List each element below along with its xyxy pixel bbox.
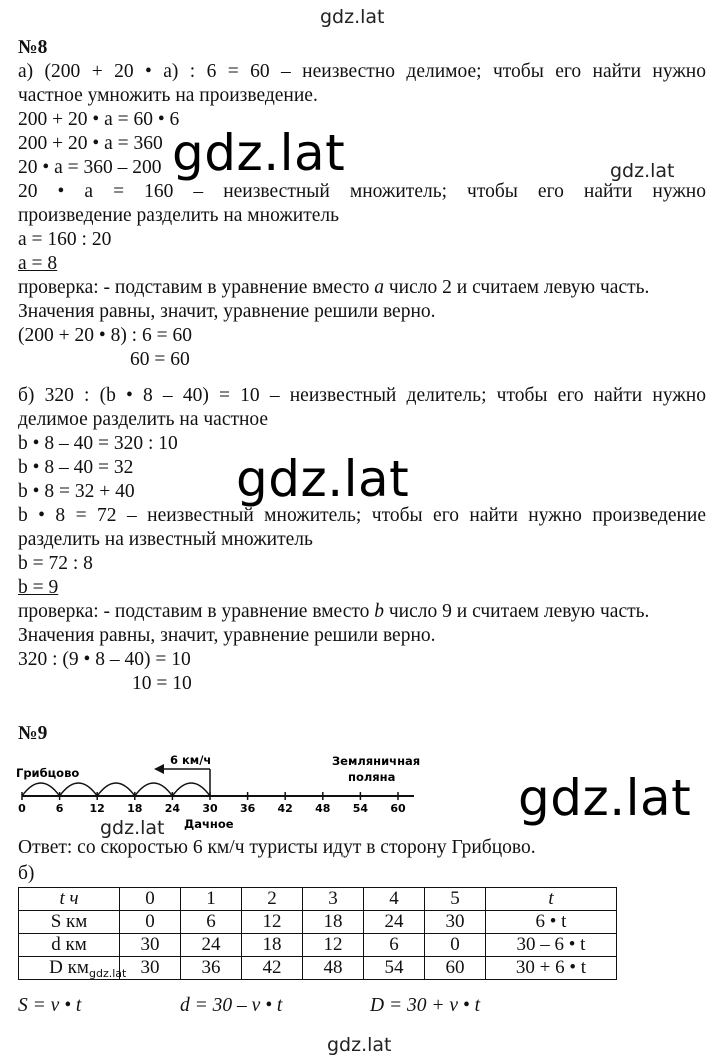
formula-d: d = 30 – v • t — [180, 995, 283, 1016]
task-8b-check-4: 10 = 10 — [132, 673, 192, 694]
task-8a-line-4: 200 + 20 • а = 360 — [18, 133, 163, 154]
table-cell: 30 – 6 • t — [486, 934, 617, 957]
watermark-big-1: gdz.lat — [172, 124, 346, 182]
table-cell: 48 — [303, 957, 364, 980]
task-8b-answer: b = 9 — [18, 577, 59, 598]
check-text: проверка: - подставим в уравнение вместо — [18, 277, 375, 298]
table-cell: 2 — [242, 888, 303, 911]
table-cell: 6 — [364, 934, 425, 957]
number-line-tick-label: 54 — [352, 802, 369, 815]
task-8a-line-3: 200 + 20 • а = 60 • 6 — [18, 109, 180, 130]
task-8a-line-8: а = 160 : 20 — [18, 229, 112, 250]
table-cell: 54 — [364, 957, 425, 980]
task-8a-check-2: Значения равны, значит, уравнение решили верно. — [18, 301, 436, 322]
table-cell: S км — [19, 911, 120, 934]
table-cell: 36 — [181, 957, 242, 980]
task-8a-check-4: 60 = 60 — [130, 349, 190, 370]
task-8a-line-7: произведение разделить на множитель — [18, 205, 340, 226]
formula-s: S = v • t — [18, 995, 82, 1016]
table-cell: 6 • t — [486, 911, 617, 934]
task-8b-line-6: b • 8 = 72 – неизвестный множитель; чтобы его найти нужно произведение — [18, 505, 706, 526]
table-cell: 30 + 6 • t — [486, 957, 617, 980]
watermark-table: gdz.lat — [89, 967, 127, 980]
number-line-tick-label: 36 — [239, 802, 256, 815]
check-variable: b — [374, 601, 384, 622]
table-cell: 24 — [181, 934, 242, 957]
check-text: проверка: - подставим в уравнение вместо — [18, 601, 375, 622]
number-line-tick-label: 48 — [315, 802, 331, 815]
table-row — [19, 911, 617, 934]
jump-arc — [97, 783, 135, 796]
table-cell: 18 — [242, 934, 303, 957]
task-8b-check-3: 320 : (9 • 8 – 40) = 10 — [18, 649, 191, 670]
task-8a-check-1 — [18, 276, 649, 300]
task-8a-answer: а = 8 — [18, 253, 58, 274]
check-text: число 9 и считаем левую часть. — [384, 601, 650, 622]
number-line-tick-label: 12 — [89, 802, 105, 815]
task-8a-line-2: частное умножить на произведение. — [18, 85, 318, 106]
check-text: число 2 и считаем левую часть. — [384, 277, 650, 298]
table-cell: 1 — [181, 888, 242, 911]
number-line-tick-label: 24 — [164, 802, 181, 815]
number-line-tick-label: 30 — [202, 802, 218, 815]
task-8b-line-2: делимое разделить на частное — [18, 409, 269, 430]
jump-arc — [135, 783, 173, 796]
watermark-small-2: gdz.lat — [100, 817, 165, 839]
number-line-tick-label: 0 — [18, 802, 26, 815]
task-8b-check-1 — [18, 600, 649, 624]
cell-text: D км — [49, 957, 89, 978]
task-8a-line-5: 20 • а = 360 – 200 — [18, 157, 162, 178]
table-cell: 18 — [303, 911, 364, 934]
task-9-b-label: б) — [18, 863, 35, 884]
table-row — [19, 934, 617, 957]
table-cell: 5 — [425, 888, 486, 911]
task-8b-check-2: Значения равны, значит, уравнение решили верно. — [18, 625, 436, 646]
table-cell: 0 — [120, 888, 181, 911]
table-cell: t ч — [19, 888, 120, 911]
task-8a-check-3: (200 + 20 • 8) : 6 = 60 — [18, 325, 192, 346]
task-8b-line-1: б) 320 : (b • 8 – 40) = 10 – неизвестный делитель; чтобы его найти нужно — [18, 385, 706, 406]
table-cell: 24 — [364, 911, 425, 934]
table-cell: d км — [19, 934, 120, 957]
task-8-title: №8 — [18, 37, 48, 58]
diagram-label-right-1: Земляничная — [332, 754, 421, 768]
task-8b-line-7: разделить на известный множитель — [18, 529, 313, 550]
jump-arc — [60, 783, 98, 796]
table-cell: 12 — [303, 934, 364, 957]
number-line-tick-label: 6 — [55, 802, 64, 815]
table-cell: 6 — [181, 911, 242, 934]
table-cell: t — [486, 888, 617, 911]
formula-D: D = 30 + v • t — [370, 995, 481, 1016]
check-variable: а — [374, 277, 384, 298]
table-cell: 30 — [120, 957, 181, 980]
task-8b-line-5: b • 8 = 32 + 40 — [18, 481, 135, 502]
number-line-diagram — [14, 752, 434, 832]
table-header-row — [19, 888, 617, 911]
diagram-label-right-2: поляна — [348, 770, 396, 784]
table-cell — [19, 957, 127, 980]
table-cell: 0 — [120, 911, 181, 934]
diagram-label-speed: 6 км/ч — [170, 753, 212, 767]
table-cell: 0 — [425, 934, 486, 957]
task-8a-line-6: 20 • а = 160 – неизвестный множитель; чтобы его найти нужно — [18, 181, 706, 202]
task-9-title: №9 — [18, 723, 48, 744]
task-9-answer: Ответ: со скоростью 6 км/ч туристы идут в сторону Грибцово. — [18, 837, 536, 858]
table-row — [19, 957, 617, 980]
task-8a-line-1: а) (200 + 20 • а) : 6 = 60 – неизвестно делимое; чтобы его найти нужно — [18, 61, 706, 82]
number-line-tick-label: 60 — [390, 802, 406, 815]
motion-table — [18, 887, 617, 980]
task-8b-line-3: b • 8 – 40 = 320 : 10 — [18, 433, 178, 454]
table-cell: 60 — [425, 957, 486, 980]
table-cell: 4 — [364, 888, 425, 911]
jump-arc — [22, 783, 60, 796]
watermark-big-3: gdz.lat — [518, 769, 692, 827]
number-line-tick-label: 18 — [127, 802, 143, 815]
watermark-big-2: gdz.lat — [236, 450, 410, 508]
table-cell: 3 — [303, 888, 364, 911]
table-cell: 12 — [242, 911, 303, 934]
number-line-tick-label: 42 — [277, 802, 293, 815]
speed-arrow-head — [154, 764, 164, 774]
table-cell: 30 — [425, 911, 486, 934]
task-8b-line-4: b • 8 – 40 = 32 — [18, 457, 134, 478]
watermark-bottom: gdz.lat — [327, 1034, 392, 1056]
diagram-label-bottom: Дачное — [184, 817, 234, 831]
task-8b-line-8: b = 72 : 8 — [18, 553, 93, 574]
table-cell: 30 — [120, 934, 181, 957]
watermark-top: gdz.lat — [320, 6, 385, 28]
diagram-label-left: Грибцово — [16, 766, 80, 780]
jump-arc — [172, 783, 210, 796]
table-cell: 42 — [242, 957, 303, 980]
watermark-small-1: gdz.lat — [610, 160, 675, 182]
